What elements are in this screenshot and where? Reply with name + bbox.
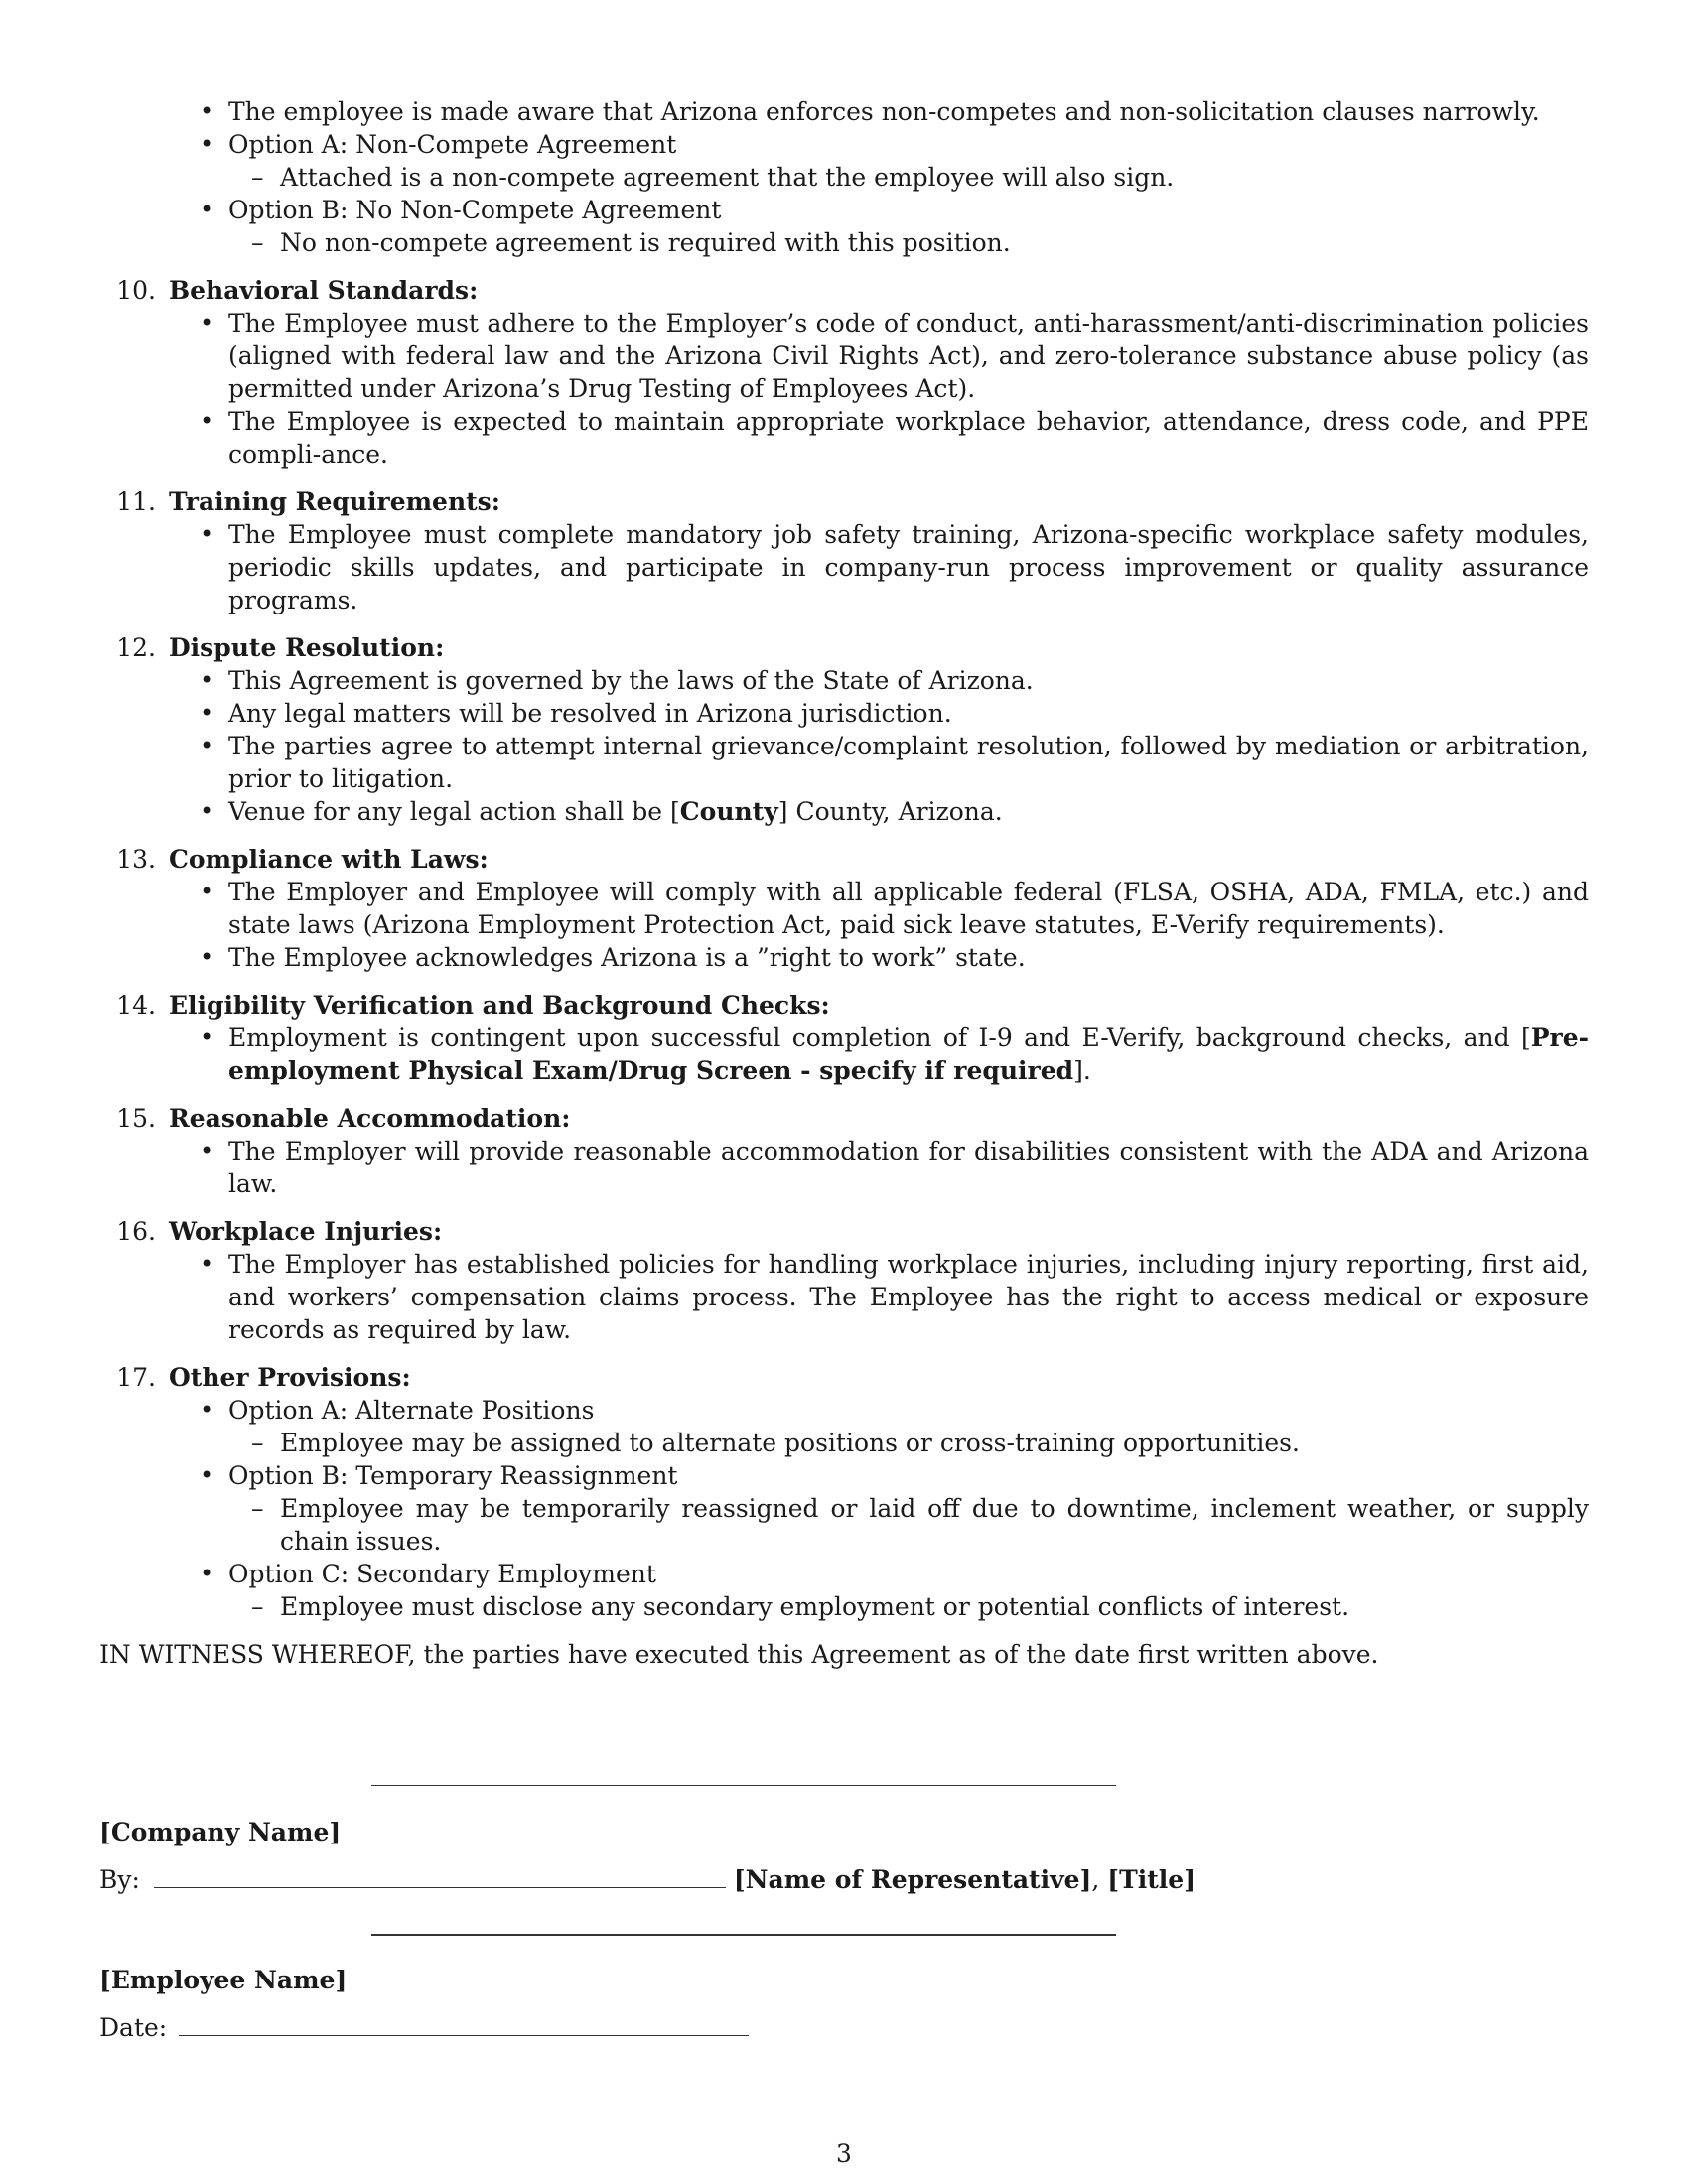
list-item [228,697,1589,730]
list-item [228,730,1589,795]
list-item-text: Option A: Alternate Positions [228,1396,595,1425]
document-page [99,95,1589,1671]
section-list [99,307,1589,471]
date-field[interactable] [179,2013,749,2036]
text-fragment: Employment is contingent upon successful completion of I-9 and E-Verify, background checks, and [ [228,1024,1531,1052]
section [99,1215,1589,1346]
list-item [228,518,1589,616]
section-number: 10. [116,276,156,305]
section [99,843,1589,974]
list-item-text: The Employee must complete mandatory job safety training, Arizona-specific workplace safety modules, periodic skills updates, and participate in company-run process improvement or quality assurance programs. [228,520,1589,614]
section-heading [99,843,1589,876]
list-item [228,941,1589,974]
text-fragment: [ [669,797,680,826]
section-number: 16. [116,1217,156,1246]
section [99,485,1589,616]
list-item-text: This Agreement is governed by the laws of the State of Arizona. [228,666,1034,695]
sub-list-item: – Attached is a non-compete agreement that the employee will also sign. [280,161,1589,194]
section-title: Training Requirements: [169,487,500,516]
by-signature-field[interactable] [154,1865,726,1888]
text-fragment: ]. [1073,1056,1091,1085]
sub-list [228,226,1589,259]
section-list [99,1394,1589,1623]
sub-list [228,1492,1589,1558]
list-item-text: Any legal matters will be resolved in Arizona jurisdiction. [228,699,952,728]
list-item [228,405,1589,471]
section-title: Other Provisions: [169,1363,411,1392]
section [99,274,1589,471]
section-list [99,1022,1589,1087]
list-item-text: The Employee is expected to maintain appropriate workplace behavior, attendance, dress code, and PPE compli-ance. [228,407,1589,469]
section-number: 14. [116,991,156,1020]
section-list [99,664,1589,828]
section-title: Compliance with Laws: [169,845,489,874]
section-title: Workplace Injuries: [169,1217,443,1246]
section-number: 11. [116,487,156,516]
witness-clause: IN WITNESS WHEREOF, the parties have executed this Agreement as of the date first written above. [99,1640,1379,1669]
section-number: 13. [116,845,156,874]
company-name-block: [Company Name] [99,1818,342,1846]
section-list [99,876,1589,974]
list-item-text: Option C: Secondary Employment [228,1560,656,1588]
section-list [99,1248,1589,1346]
sub-list [228,1427,1589,1459]
list-item [228,194,1589,259]
sub-list-item: – No non-compete agreement is required with this position. [280,226,1589,259]
section [99,989,1589,1087]
sections [99,274,1589,1623]
section-heading [99,274,1589,307]
sub-list-item: – Employee may be temporarily reassigned or laid off due to downtime, inclement weather, or supply chain issues. [280,1492,1589,1558]
section-list [99,1135,1589,1200]
list-item-text: Option A: Non-Compete Agreement [228,130,677,159]
employee-signature-line[interactable] [371,1934,1116,1936]
list-item [228,1135,1589,1200]
section-title: Eligibility Verification and Background Checks: [169,991,830,1020]
date-label: Date: [99,2013,168,2042]
list-item-text: The Employer has established policies for handling workplace injuries, including injury reporting, first aid, and workers’ compensation claims process. The Employee has the right to access medical or exposure records as required by law. [228,1250,1589,1344]
list-item-text: The Employee acknowledges Arizona is a ”right to work” state. [228,943,1026,972]
section-heading [99,485,1589,518]
section-heading [99,1102,1589,1135]
rep-name: Name of Representative [745,1865,1080,1894]
section [99,1102,1589,1200]
section-heading [99,631,1589,664]
by-label: By: [99,1865,140,1894]
list-item [228,876,1589,941]
section-heading [99,1215,1589,1248]
employee-name-block: [Employee Name] [99,1966,348,1994]
date-line [99,2011,749,2044]
list-item-text: Option B: No Non-Compete Agreement [228,196,722,224]
list-item [228,1248,1589,1346]
section [99,1361,1589,1623]
by-line: By: [Name of Representative], [Title] [99,1865,1196,1894]
section-heading [99,989,1589,1022]
list-item-text: The employee is made aware that Arizona enforces non-competes and non-solicitation clauses narrowly. [228,97,1540,126]
placeholder-text: Pre-employment Physical Exam/Drug Screen - specify if required [228,1024,1589,1085]
rep-title: Title [1119,1865,1185,1894]
section-title: Behavioral Standards: [169,276,479,305]
list-item-text: The parties agree to attempt internal grievance/complaint resolution, followed by mediation or arbitration, prior to litigation. [228,732,1589,793]
list-item [228,128,1589,194]
section-list [99,518,1589,616]
list-item [228,95,1589,128]
list-item-text: The Employee must adhere to the Employer’s code of conduct, anti-harassment/anti-discrimination policies (aligned with federal law and the Arizona Civil Rights Act), and zero-tolerance substance abuse policy (as permitted under Arizona’s Drug Testing of Employees Act). [228,309,1589,403]
section [99,631,1589,828]
list-item [228,307,1589,405]
section-number: 17. [116,1363,156,1392]
list-item-text: The Employer will provide reasonable accommodation for disabilities consistent with the ADA and Arizona law. [228,1137,1589,1198]
section-title: Reasonable Accommodation: [169,1104,571,1133]
list-item [228,1558,1589,1623]
list-item [228,1022,1589,1087]
sub-list-item: – Employee may be assigned to alternate positions or cross-training opportunities. [280,1427,1589,1459]
list-item [228,664,1589,697]
section-number: 12. [116,633,156,662]
section-heading [99,1361,1589,1394]
sub-list-item: – Employee must disclose any secondary employment or potential conflicts of interest. [280,1590,1589,1623]
text-fragment: ] County, Arizona. [777,797,1003,826]
list-item-text: The Employer and Employee will comply with all applicable federal (FLSA, OSHA, ADA, FMLA, etc.) and state laws (Arizona Employment Protection Act, paid sick leave statutes, E-Verify requirements). [228,878,1589,939]
sub-list [228,1590,1589,1623]
sub-list [228,161,1589,194]
text-fragment: Venue for any legal action shall be [228,797,670,826]
page-number: 3 [836,2139,852,2168]
company-name: Company Name [110,1818,330,1846]
list-item [228,1394,1589,1459]
company-signature-line[interactable] [371,1785,1116,1786]
intro-list [99,95,1589,259]
employee-name: Employee Name [110,1966,336,1994]
list-item [228,1459,1589,1558]
section-number: 15. [116,1104,156,1133]
section-title: Dispute Resolution: [169,633,445,662]
list-item [228,795,1589,828]
list-item-text: Option B: Temporary Reassignment [228,1461,678,1490]
placeholder-text: County [679,797,778,826]
